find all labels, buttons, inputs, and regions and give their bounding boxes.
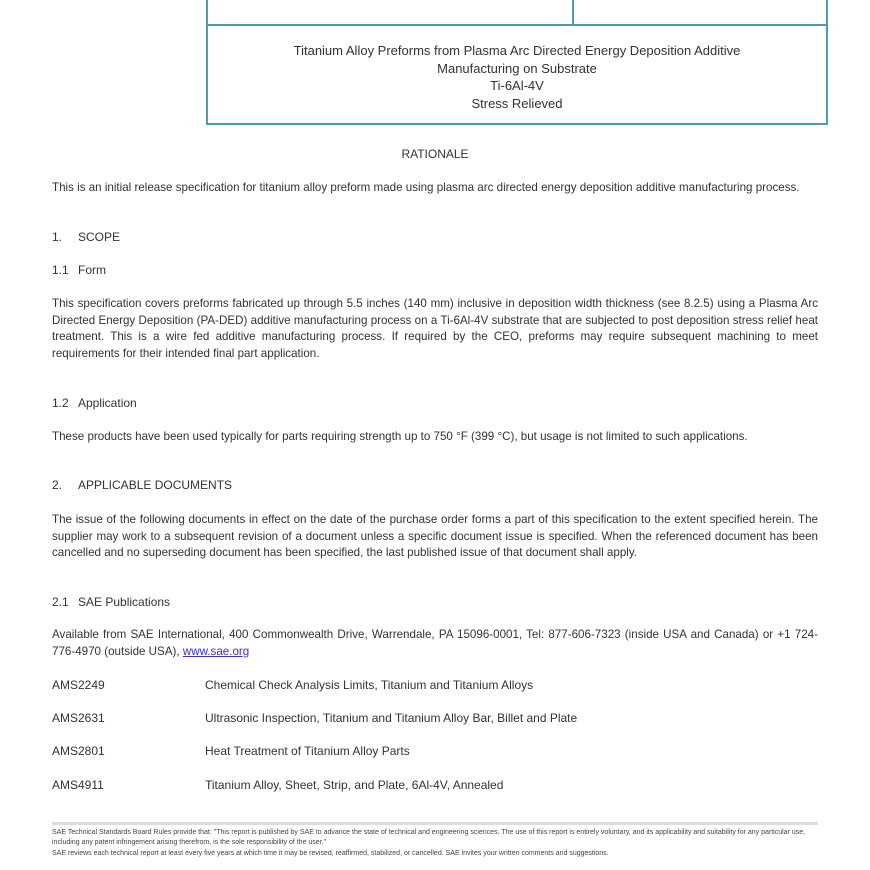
header-divider xyxy=(572,0,574,24)
section-number: 1. xyxy=(52,230,63,244)
section-1-1-text: This specification covers preforms fabricated up through 5.5 inches (140 mm) inclusive in deposition width thickness (see 8.2.5) using a Plasma Arc Directed Energy Deposition (PA-DED) additive manufacturing process on a Ti-6Al-4V substrate that are subjected to post deposition stress relief heat treatment. This is a wire fed additive manufacturing process. If required by the CEO, preforms may require subsequent machining to meet requirements for their intended final part application. xyxy=(52,297,818,360)
section-number: 2. xyxy=(52,478,63,492)
reference-item xyxy=(52,778,503,792)
header-row xyxy=(208,0,826,26)
rationale-heading: RATIONALE xyxy=(401,147,469,161)
reference-title: Chemical Check Analysis Limits, Titanium and Titanium Alloys xyxy=(205,678,534,692)
rationale-text: This is an initial release specification for titanium alloy preform made using plasma arc directed energy deposition additive manufacturing process. xyxy=(52,181,800,194)
section-title: Application xyxy=(78,396,137,410)
section-2-heading xyxy=(52,478,232,492)
footer-text: SAE reviews each technical report at least every five years at which time it may be revised, reaffirmed, stabilized, or cancelled. SAE invites your written comments and suggestions. xyxy=(52,850,609,857)
document-title xyxy=(208,42,826,112)
section-title: SAE Publications xyxy=(78,595,171,609)
section-title: Form xyxy=(78,263,106,277)
section-2-text: The issue of the following documents in effect on the date of the purchase order forms a part of this specification to the extent specified herein. The supplier may work to a subsequent revision of a document unless a specific document issue is specified. When the referenced document has been cancelled and no superseding document has been specified, the last published issue of that document shall apply. xyxy=(52,513,818,559)
sae-website-link[interactable]: www.sae.org xyxy=(182,644,250,658)
section-number: 1.1 xyxy=(52,263,69,277)
section-1-1-heading xyxy=(52,263,106,277)
section-1-2-heading xyxy=(52,396,137,410)
footer-text: SAE Technical Standards Board Rules provide that: "This report is published by SAE to advance the state of technical and engineering sciences. The use of this report is entirely voluntary, and its applicability and suitability for any particular use, including any patent infringement arising therefrom, is the sole responsibility of the user." xyxy=(52,829,806,846)
availability-text: Available from SAE International, 400 Commonwealth Drive, Warrendale, PA 15096-0001, Tel: 877-606-7323 (inside USA and Canada) or +1 724-776-4970 (outside USA), xyxy=(52,628,818,658)
reference-title: Titanium Alloy, Sheet, Strip, and Plate, 6Al-4V, Annealed xyxy=(205,778,504,792)
reference-code: AMS2631 xyxy=(52,711,105,725)
title-line: Manufacturing on Substrate xyxy=(437,60,597,76)
title-line: Ti-6Al-4V xyxy=(490,78,544,93)
section-title: SCOPE xyxy=(78,230,121,244)
title-line: Stress Relieved xyxy=(471,95,563,111)
title-line: Titanium Alloy Preforms from Plasma Arc Directed Energy Deposition Additive xyxy=(293,43,741,58)
section-2-1-text xyxy=(52,627,818,660)
section-1-2-text: These products have been used typically for parts requiring strength up to 750 °F (399 °C), but usage is not limited to such applications. xyxy=(52,430,748,443)
section-number: 1.2 xyxy=(52,396,69,410)
section-number: 2.1 xyxy=(52,595,69,609)
reference-title: Heat Treatment of Titanium Alloy Parts xyxy=(205,744,410,758)
title-box xyxy=(206,0,828,125)
reference-code: AMS2249 xyxy=(52,678,105,692)
reference-item xyxy=(52,678,533,692)
section-1-heading xyxy=(52,230,120,244)
reference-item xyxy=(52,744,410,758)
reference-title: Ultrasonic Inspection, Titanium and Titanium Alloy Bar, Billet and Plate xyxy=(205,711,578,725)
reference-item xyxy=(52,711,577,725)
footer-notice xyxy=(52,822,818,861)
reference-code: AMS2801 xyxy=(52,744,105,758)
section-title: APPLICABLE DOCUMENTS xyxy=(78,478,233,492)
reference-code: AMS4911 xyxy=(52,778,104,792)
section-2-1-heading xyxy=(52,595,170,609)
